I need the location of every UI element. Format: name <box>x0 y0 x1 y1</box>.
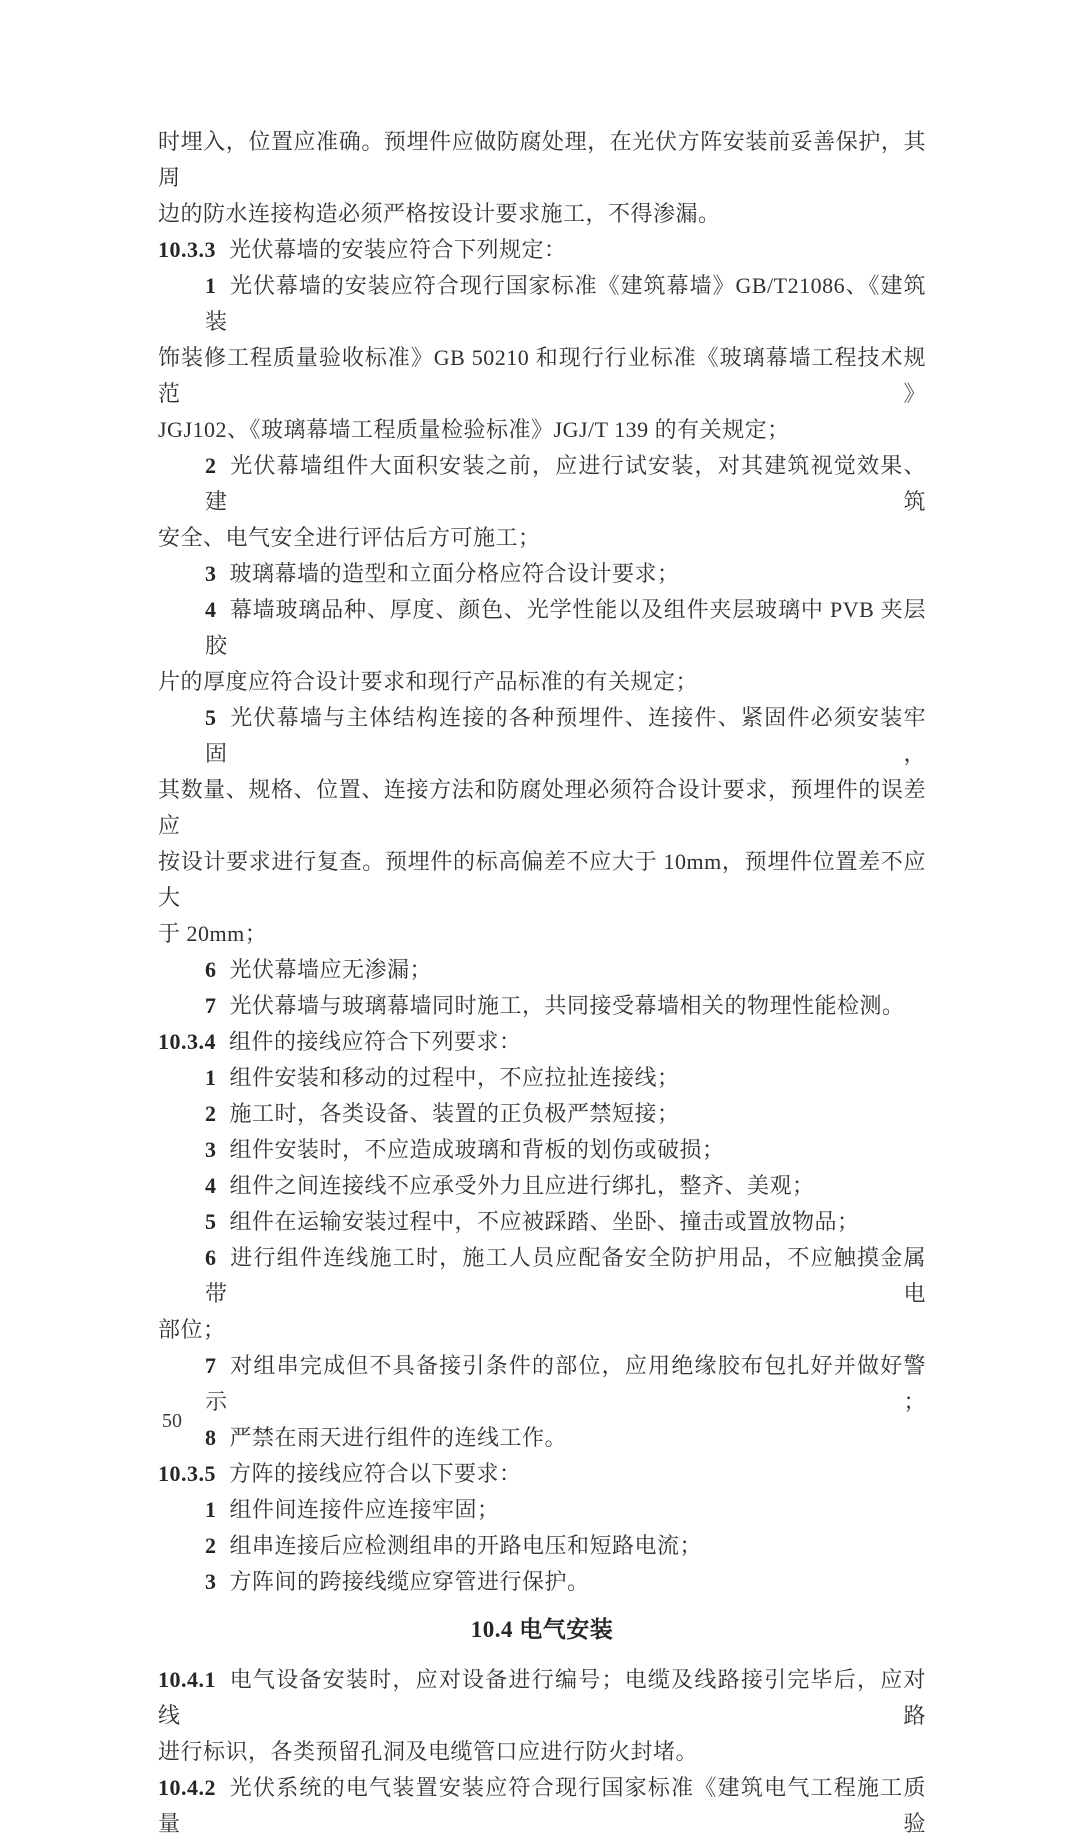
text-line: 其数量、规格、位置、连接方法和防腐处理必须符合设计要求，预埋件的误差应 <box>158 777 926 838</box>
item-number: 3 <box>205 1569 217 1594</box>
text-line <box>158 1204 926 1240</box>
item-number: 5 <box>205 705 217 730</box>
text-line <box>158 1024 926 1060</box>
text-line <box>158 232 926 268</box>
text-line <box>158 1492 926 1528</box>
text-line <box>158 1420 926 1456</box>
line-text: 光伏幕墙与玻璃幕墙同时施工，共同接受幕墙相关的物理性能检测。 <box>229 993 905 1018</box>
line-text: 组件安装和移动的过程中，不应拉扯连接线； <box>229 1065 680 1090</box>
line-text: 电气设备安装时，应对设备进行编号；电缆及线路接引完毕后，应对线路 <box>158 1667 926 1728</box>
line-text: 光伏幕墙的安装应符合下列规定： <box>229 237 567 262</box>
text-line <box>158 556 926 592</box>
item-number: 6 <box>205 957 217 982</box>
line-text: 光伏幕墙与主体结构连接的各种预埋件、连接件、紧固件必须安装牢固， <box>205 705 926 766</box>
text-line <box>158 1240 926 1312</box>
line-text: 对组串完成但不具备接引条件的部位，应用绝缘胶布包扎好并做好警示； <box>205 1353 926 1414</box>
text-line: 饰装修工程质量验收标准》GB 50210 和现行行业标准《玻璃幕墙工程技术规范》 <box>158 345 926 406</box>
text-line <box>158 1662 926 1734</box>
item-number: 4 <box>205 597 217 622</box>
text-line <box>158 988 926 1024</box>
item-number: 3 <box>205 561 217 586</box>
text-line <box>158 1096 926 1132</box>
line-text: 组件安装时，不应造成玻璃和背板的划伤或破损； <box>229 1137 725 1162</box>
text-line <box>158 448 926 520</box>
text-line <box>158 952 926 988</box>
text-line: JGJ102、《玻璃幕墙工程质量检验标准》JGJ/T 139 的有关规定； <box>158 417 790 442</box>
line-text: 幕墙玻璃品种、厚度、颜色、光学性能以及组件夹层玻璃中 PVB 夹层胶 <box>205 597 926 658</box>
text-line <box>158 1564 926 1600</box>
text-line: 边的防水连接构造必须严格按设计要求施工，不得渗漏。 <box>158 201 721 226</box>
line-text: 组件在运输安装过程中，不应被踩踏、坐卧、撞击或置放物品； <box>229 1209 860 1234</box>
text-line <box>158 1456 926 1492</box>
item-number: 1 <box>205 1497 217 1522</box>
line-text: 组件的接线应符合下列要求： <box>229 1029 522 1054</box>
clause-number: 10.3.5 <box>158 1461 216 1486</box>
clause-number: 10.4.2 <box>158 1775 216 1800</box>
page-number: 50 <box>162 1410 182 1432</box>
line-text: 方阵的接线应符合以下要求： <box>229 1461 522 1486</box>
line-text: 玻璃幕墙的造型和立面分格应符合设计要求； <box>229 561 680 586</box>
text-line <box>158 1528 926 1564</box>
text-line <box>158 1132 926 1168</box>
item-number: 8 <box>205 1425 217 1450</box>
line-text: 光伏幕墙应无渗漏； <box>229 957 433 982</box>
clause-number: 10.4.1 <box>158 1667 216 1692</box>
item-number: 1 <box>205 273 217 298</box>
text-line <box>158 1770 926 1842</box>
clause-number: 10.3.3 <box>158 237 216 262</box>
text-line <box>158 1348 926 1420</box>
item-number: 4 <box>205 1173 217 1198</box>
line-text: 方阵间的跨接线缆应穿管进行保护。 <box>229 1569 590 1594</box>
item-number: 5 <box>205 1209 217 1234</box>
section-heading: 10.4 电气安装 <box>470 1617 614 1642</box>
text-line: 时埋入，位置应准确。预埋件应做防腐处理，在光伏方阵安装前妥善保护，其周 <box>158 129 926 190</box>
line-text: 光伏幕墙组件大面积安装之前，应进行试安装，对其建筑视觉效果、建筑 <box>205 453 926 514</box>
line-text: 光伏幕墙的安装应符合现行国家标准《建筑幕墙》GB/T21086、《建筑装 <box>205 273 926 334</box>
line-text: 施工时，各类设备、装置的正负极严禁短接； <box>229 1101 680 1126</box>
line-text: 组串连接后应检测组串的开路电压和短路电流； <box>229 1533 703 1558</box>
item-number: 7 <box>205 993 217 1018</box>
text-line: 片的厚度应符合设计要求和现行产品标准的有关规定； <box>158 669 699 694</box>
line-text: 光伏系统的电气装置安装应符合现行国家标准《建筑电气工程施工质量验 <box>158 1775 926 1836</box>
text-line <box>158 700 926 772</box>
text-line <box>158 1168 926 1204</box>
text-line: 部位； <box>158 1317 226 1342</box>
item-number: 2 <box>205 1533 217 1558</box>
text-line: 于 20mm； <box>158 921 268 946</box>
text-line <box>158 1060 926 1096</box>
text-line: 安全、电气安全进行评估后方可施工； <box>158 525 541 550</box>
item-number: 2 <box>205 1101 217 1126</box>
text-line: 按设计要求进行复查。预埋件的标高偏差不应大于 10mm，预埋件位置差不应大 <box>158 849 926 910</box>
text-line: 进行标识，各类预留孔洞及电缆管口应进行防火封堵。 <box>158 1739 699 1764</box>
text-line <box>158 268 926 340</box>
line-text: 组件之间连接线不应承受外力且应进行绑扎，整齐、美观； <box>229 1173 815 1198</box>
line-text: 进行组件连线施工时，施工人员应配备安全防护用品，不应触摸金属带电 <box>205 1245 926 1306</box>
item-number: 7 <box>205 1353 217 1378</box>
item-number: 6 <box>205 1245 217 1270</box>
line-text: 组件间连接件应连接牢固； <box>229 1497 500 1522</box>
line-text: 严禁在雨天进行组件的连线工作。 <box>229 1425 568 1450</box>
item-number: 3 <box>205 1137 217 1162</box>
clause-number: 10.3.4 <box>158 1029 216 1054</box>
item-number: 2 <box>205 453 217 478</box>
item-number: 1 <box>205 1065 217 1090</box>
document-body <box>158 124 926 1842</box>
text-line <box>158 592 926 664</box>
